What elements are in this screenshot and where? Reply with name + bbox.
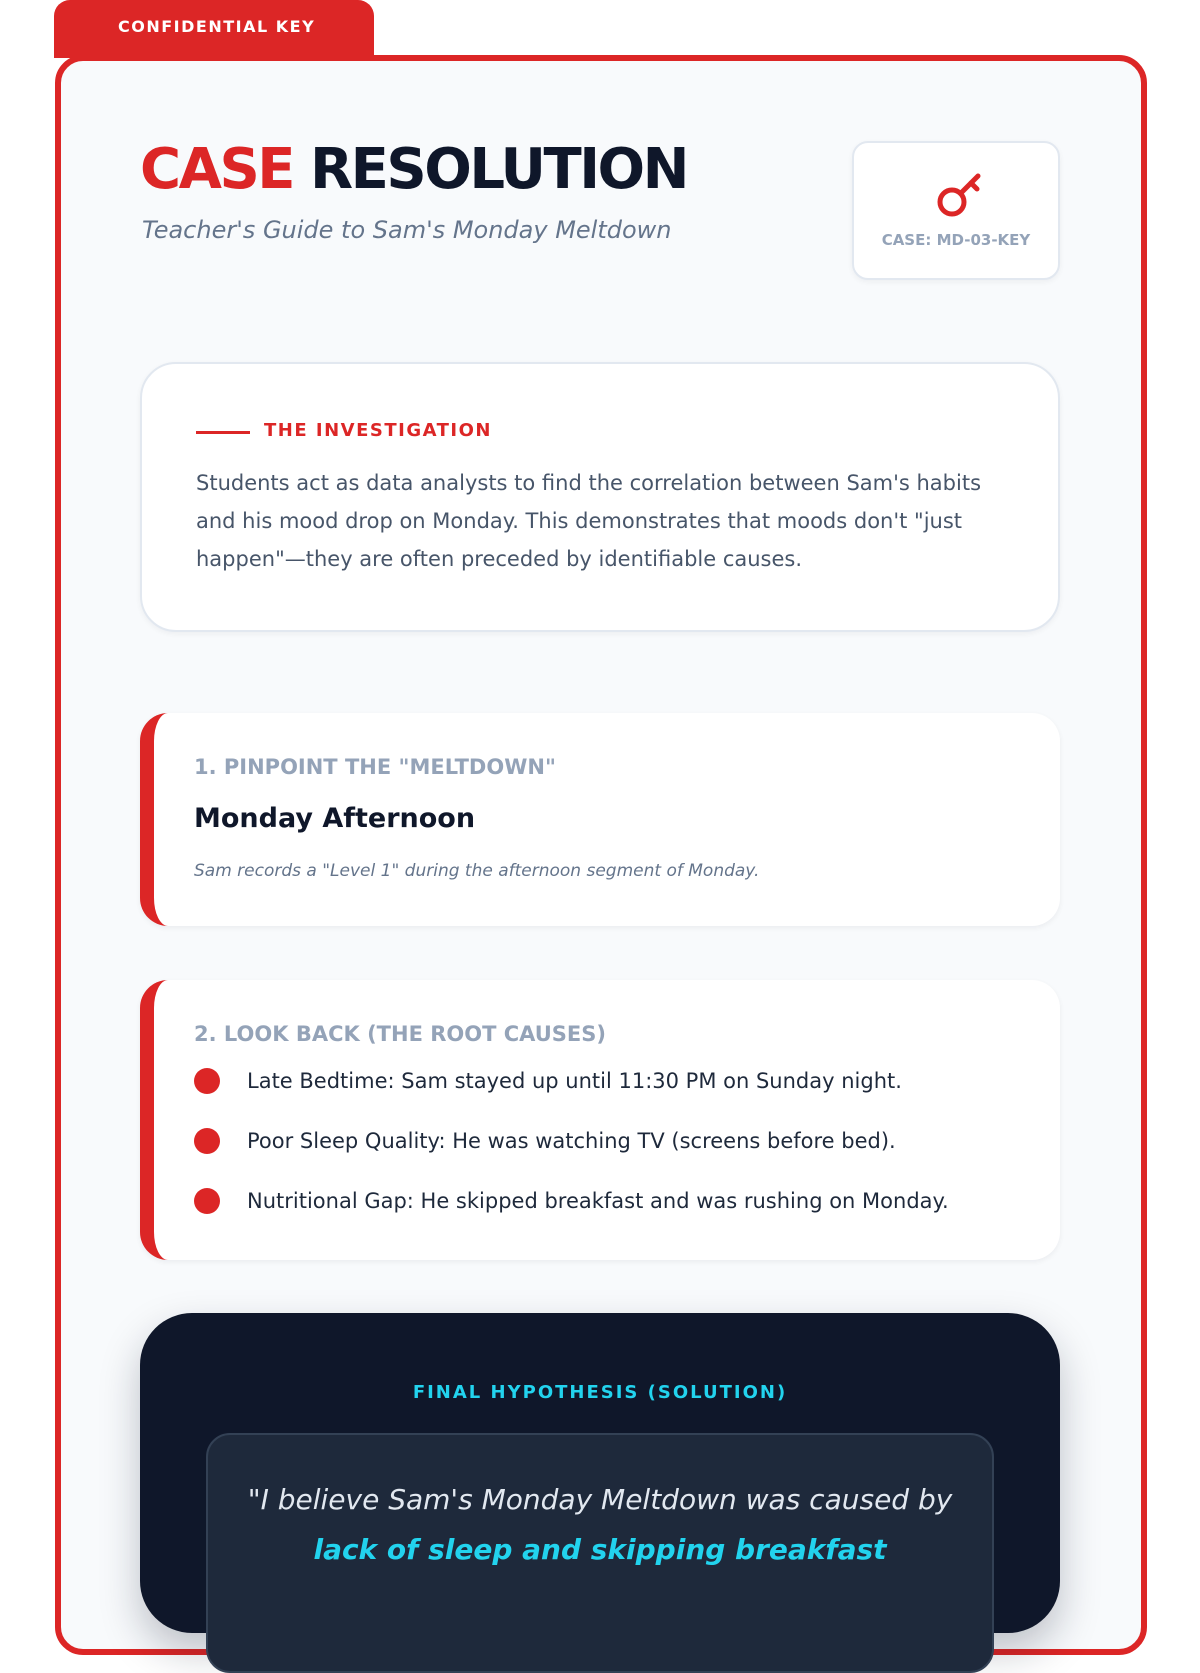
case-badge: [852, 141, 1060, 280]
cause-text: Late Bedtime: Sam stayed up until 11:30 PM on Sunday night.: [247, 1069, 902, 1093]
bullet-dot-icon: [194, 1068, 220, 1094]
cause-text: Poor Sleep Quality: He was watching TV (screens before bed).: [247, 1129, 896, 1153]
quote-highlight: lack of sleep and skipping breakfast: [313, 1533, 887, 1566]
key-icon: [932, 169, 988, 221]
step1-note: Sam records a "Level 1" during the afternoon segment of Monday.: [194, 861, 760, 881]
cause-item: [194, 1186, 1054, 1216]
investigation-rule: [196, 431, 250, 434]
bullet-dot-icon: [194, 1188, 220, 1214]
page-title: [140, 138, 687, 202]
case-code: CASE: MD-03-KEY: [881, 231, 1031, 249]
step1-heading: Monday Afternoon: [194, 803, 476, 834]
solution-label: FINAL HYPOTHESIS (SOLUTION): [412, 1382, 788, 1403]
step-root-causes-card: [140, 980, 1060, 1260]
cause-item: [194, 1126, 1054, 1156]
cause-text: Nutritional Gap: He skipped breakfast and was rushing on Monday.: [247, 1189, 949, 1213]
solution-quote: [238, 1475, 962, 1575]
investigation-text: Students act as data analysts to find the correlation between Sam's habits and his mood drop on Monday. This demonstrates that moods don't "just happen"—they are often preceded by identifiable causes.: [196, 471, 982, 571]
step1-label: 1. PINPOINT THE "MELTDOWN": [194, 755, 556, 779]
title-main: RESOLUTION: [310, 137, 688, 202]
solution-quote-box: [206, 1433, 994, 1673]
title-accent: CASE: [140, 137, 294, 202]
step-pinpoint-card: [140, 713, 1060, 926]
bullet-dot-icon: [194, 1128, 220, 1154]
page-subtitle: Teacher's Guide to Sam's Monday Meltdown: [142, 216, 672, 244]
cause-item: [194, 1066, 1054, 1096]
quote-start: "I believe Sam's Monday Meltdown was caused by: [247, 1483, 953, 1516]
step2-label: 2. LOOK BACK (THE ROOT CAUSES): [194, 1022, 607, 1046]
investigation-label: THE INVESTIGATION: [264, 420, 492, 441]
solution-panel: [140, 1313, 1060, 1633]
confidential-key-tab: CONFIDENTIAL KEY: [54, 0, 374, 58]
investigation-card: [140, 362, 1060, 632]
